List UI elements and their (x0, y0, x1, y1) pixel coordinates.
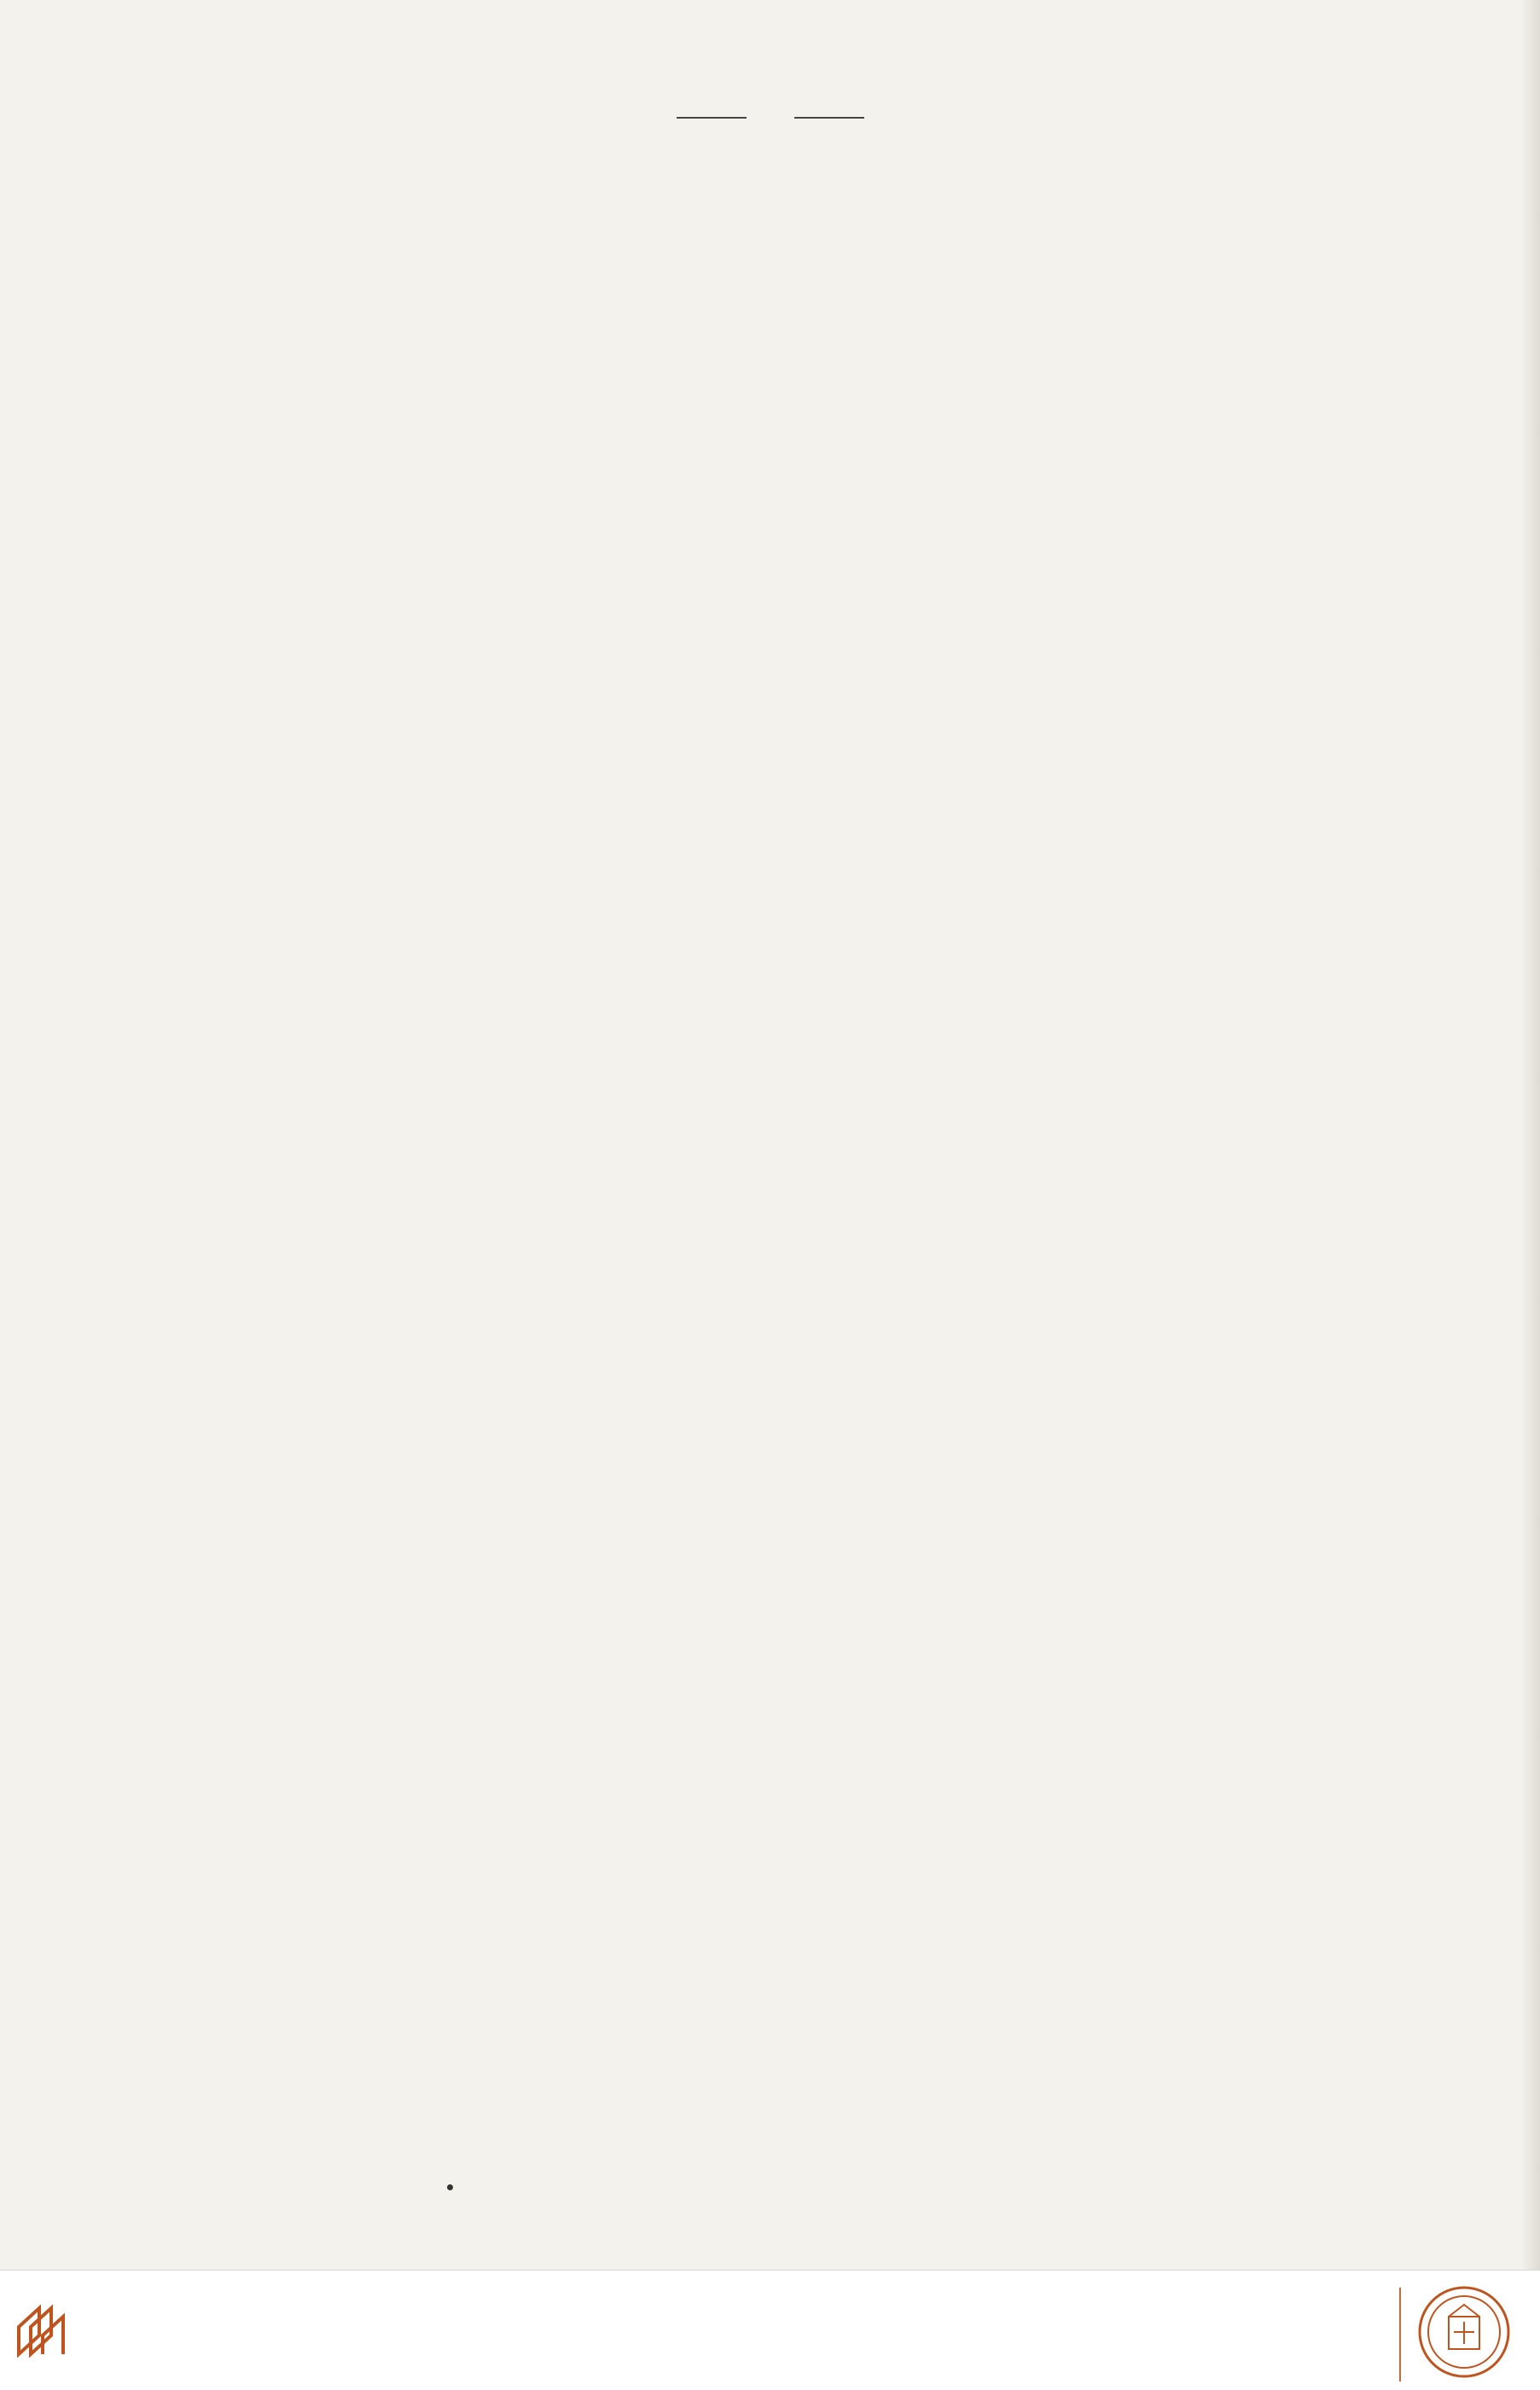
page-number-header (0, 94, 1540, 134)
scan-edge (1521, 0, 1540, 2270)
header-rule-right (794, 117, 864, 119)
sponsor-divider (1399, 2288, 1401, 2381)
digitization-footer (0, 2270, 1540, 2390)
header-rule-left (677, 117, 747, 119)
university-seal-icon (1416, 2284, 1512, 2380)
ub-heidelberg-logo-icon (15, 2301, 80, 2361)
stray-dot (447, 2184, 453, 2190)
